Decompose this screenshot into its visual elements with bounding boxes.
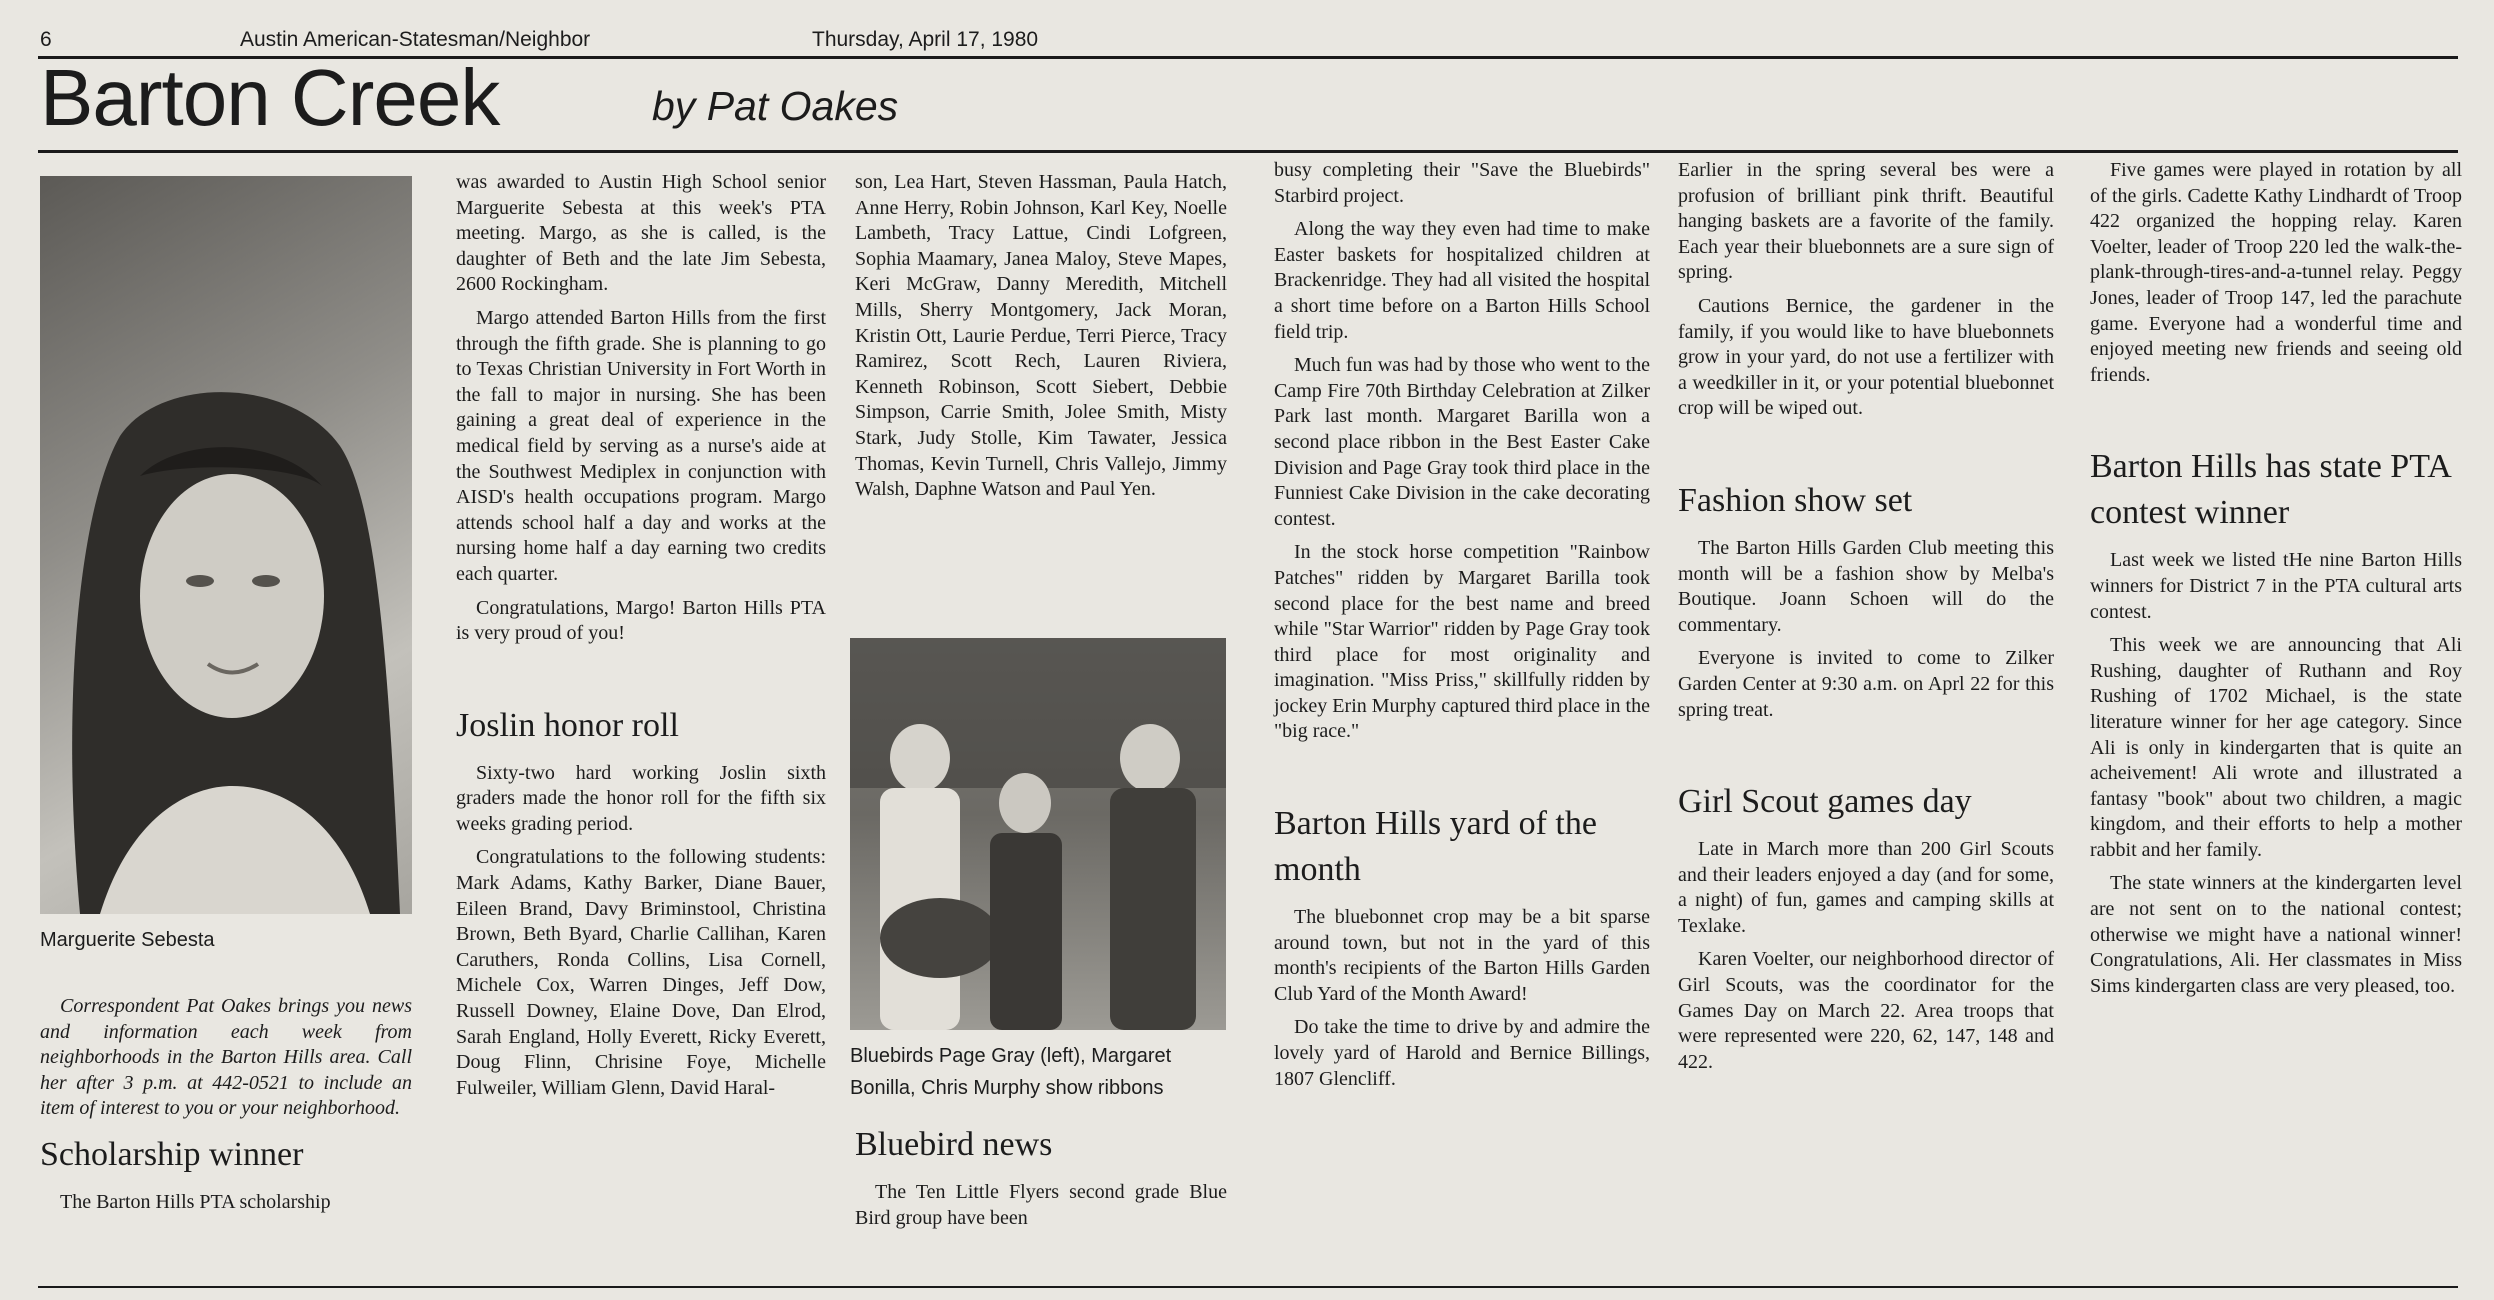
- portrait-illustration: [40, 176, 412, 914]
- heading-girl-scout-games-day: Girl Scout games day: [1678, 783, 1972, 821]
- column-4: [1274, 158, 1650, 1100]
- page-number: 6: [40, 28, 52, 51]
- paragraph: The bluebonnet crop may be a bit sparse around town, but not in the yard of this month's recipients of the Barton Hills Garden Club Yard of the Month Award!: [1274, 906, 1650, 1005]
- paragraph: Along the way they even had time to make Easter baskets for hospitalized children at Brackenridge. They had all visited the hospital a short time before on a Barton Hills School field trip.: [1274, 218, 1650, 343]
- column-3-lower: [855, 1112, 1227, 1239]
- paragraph: In the stock horse competition "Rainbow Patches" ridden by Margaret Barilla took second place for the best name and breed while "Star Warrior" ridden by Page Gray took third place for most originality and imagination. "Miss Priss," skillfully ridden by jockey Erin Murphy captured third place in the "big race.": [1274, 541, 1650, 743]
- paragraph: Last week we listed tHe nine Barton Hills winners for District 7 in the PTA cultural arts contest.: [2090, 549, 2462, 623]
- paragraph: The Ten Little Flyers second grade Blue Bird group have been: [855, 1181, 1227, 1229]
- bluebirds-caption: [850, 1040, 1171, 1104]
- paragraph: Congratulations to the following students: Mark Adams, Kathy Barker, Diane Bauer, Eileen Brand, Davy Briminstool, Christina Brown, Beth Byard, Charlie Callihan, Karen Caruthers, Ronda Collins, Lisa Cornell, Michele Cox, Warren Dinges, Jeff Dow, Russell Downey, Elaine Dove, Dan Elrod, Sarah England, Holly Everett, Ricky Everett, Doug Flinn, Chrisine Foye, Michelle Fulweiler, William Glenn, David Haral-: [456, 846, 826, 1099]
- column-1: [40, 994, 412, 1224]
- paragraph: was awarded to Austin High School senior Marguerite Sebesta at this week's PTA meeting. Margo, as she is called, is the daughter of Beth and the late Jim Sebesta, 2600 Rockingham.: [456, 171, 826, 296]
- column-5: [1678, 158, 2054, 1083]
- heading-state-pta-contest-winner: Barton Hills has state PTA contest winner: [2090, 448, 2450, 532]
- paragraph: The state winners at the kindergarten level are not sent on to the national contest; otherwise we might have a national winner! Congratulations, Ali. Her classmates in Miss Sims kindergarten class are very pleased, too.: [2090, 872, 2462, 997]
- bottom-rule: [38, 1286, 2458, 1288]
- paragraph: Late in March more than 200 Girl Scouts and their leaders enjoyed a day (and for some, a night) of fun, games and camping skills at Texlake.: [1678, 838, 2054, 937]
- paragraph: Much fun was had by those who went to the Camp Fire 70th Birthday Celebration at Zilker Park last month. Margaret Barilla won a second place ribbon in the Best Easter Cake Division and Page Gray took third place in the Funniest Cake Division in the cake decorating contest.: [1274, 354, 1650, 530]
- paragraph: The Barton Hills Garden Club meeting this month will be a fashion show by Melba's Boutique. Joann Schoen will do the commentary.: [1678, 536, 2054, 636]
- byline: by Pat Oakes: [652, 83, 899, 129]
- paragraph: Earlier in the spring several bes were a profusion of brilliant pink thrift. Beautiful hanging baskets are a favorite of the family. Each year their bluebonnets are a sure sign of spring.: [1678, 159, 2054, 284]
- paragraph: Everyone is invited to come to Zilker Garden Center at 9:30 a.m. on Aprl 22 for this spring treat.: [1678, 647, 2054, 721]
- column-3: [855, 170, 1227, 511]
- caption-line: Bluebirds Page Gray (left), Margaret: [850, 1045, 1172, 1067]
- paragraph: Margo attended Barton Hills from the first through the fifth grade. She is planning to go to Texas Christian University in Fort Worth in the fall to major in nursing. She has been gaining a great deal of experience in the medical field by serving as a nurse's aide at the Southwest Mediplex in conjunction with AISD's health occupations program. Margo attends school half a day and works at the nursing home half a day earning two credits each quarter.: [456, 306, 826, 585]
- spacer: [456, 655, 826, 693]
- spacer: [2090, 396, 2462, 434]
- caption-line: Bonilla, Chris Murphy show ribbons: [850, 1077, 1164, 1099]
- heading-scholarship-winner: Scholarship winner: [40, 1135, 304, 1173]
- heading-yard-of-the-month: Barton Hills yard of the month: [1274, 805, 1597, 889]
- heading-bluebird-news: Bluebird news: [855, 1126, 1053, 1163]
- paper-name: Austin American-Statesman/Neighbor: [240, 28, 591, 51]
- paragraph: Cautions Bernice, the gardener in the family, if you would like to have bluebonnets grow in your yard, do not use a fertilizer with a weedkiller in it, or your potential bluebonnet crop will be wiped out.: [1678, 294, 2054, 420]
- paragraph: busy completing their "Save the Bluebirds" Starbird project.: [1274, 159, 1650, 207]
- spacer: [1678, 430, 2054, 468]
- bluebirds-photo: [850, 638, 1226, 1030]
- paragraph: Do take the time to drive by and admire the lovely yard of Harold and Bernice Billings, 1807 Glencliff.: [1274, 1016, 1650, 1090]
- masthead-rule: [38, 150, 2458, 153]
- paragraph: son, Lea Hart, Steven Hassman, Paula Hatch, Anne Herry, Robin Johnson, Karl Key, Noelle Lambeth, Tracy Lattue, Cindi Lofgreen, Sophia Maamary, Janea Maloy, Steve Mapes, Keri McGraw, Danny Meredith, Mitchell Mills, Sherry Montgomery, Jack Moran, Kristin Ott, Laurie Perdue, Terri Pierce, Tracy Ramirez, Scott Rech, Lauren Riviera, Kenneth Robinson, Scott Siebert, Debbie Simpson, Carrie Smith, Jolee Smith, Misty Stark, Judy Stolle, Kim Tawater, Jessica Thomas, Kevin Turnell, Chris Vallejo, Jimmy Walsh, Daphne Watson and Paul Yen.: [855, 171, 1227, 501]
- paragraph: Sixty-two hard working Joslin sixth graders made the honor roll for the fifth six weeks grading period.: [456, 761, 826, 835]
- column-2: [456, 170, 826, 1109]
- spacer: [1274, 753, 1650, 791]
- paragraph: Karen Voelter, our neighborhood director of Girl Scouts, was the coordinator for the Games Day on March 22. Area troops that were represented were 220, 62, 147, 148 and 422.: [1678, 948, 2054, 1073]
- portrait-caption: Marguerite Sebesta: [40, 929, 215, 951]
- paragraph: Five games were played in rotation by all of the girls. Cadette Kathy Lindhardt of Troop 422 organized the hopping relay. Karen Voelter, leader of Troop 220 led the walk-the-plank-through-tires-and-a-tunnel relay. Peggy Jones, leader of Troop 147, led the parachute game. Everyone had a wonderful time and enjoyed meeting new friends and seeing old friends.: [2090, 159, 2462, 386]
- correspondent-note: Correspondent Pat Oakes brings you news and information each week from neighborhoods in the Barton Hills area. Call her after 3 p.m. at 442-0521 to include an item of interest to you or your neighborhood.: [40, 995, 412, 1120]
- portrait-photo: [40, 176, 412, 914]
- column-6: [2090, 158, 2462, 1007]
- heading-joslin-honor-roll: Joslin honor roll: [456, 706, 679, 744]
- paragraph: The Barton Hills PTA scholarship: [60, 1190, 331, 1213]
- paragraph: This week we are announcing that Ali Rushing, daughter of Ruthann and Roy Rushing of 1702 Michael, is the state literature winner for her age category. Since Ali is only in kindergarten that is quite an acheivement! Ali wrote and illustrated a fantasy "book" about two children, a magic kingdom, and their efforts to help a mother rabbit and her family.: [2090, 634, 2462, 861]
- spacer: [1678, 731, 2054, 769]
- heading-fashion-show-set: Fashion show set: [1678, 481, 1913, 519]
- issue-date: Thursday, April 17, 1980: [812, 28, 1039, 51]
- page-title: Barton Creek: [40, 53, 500, 142]
- bluebirds-illustration: [850, 638, 1226, 1030]
- paragraph: Congratulations, Margo! Barton Hills PTA is very proud of you!: [456, 596, 826, 645]
